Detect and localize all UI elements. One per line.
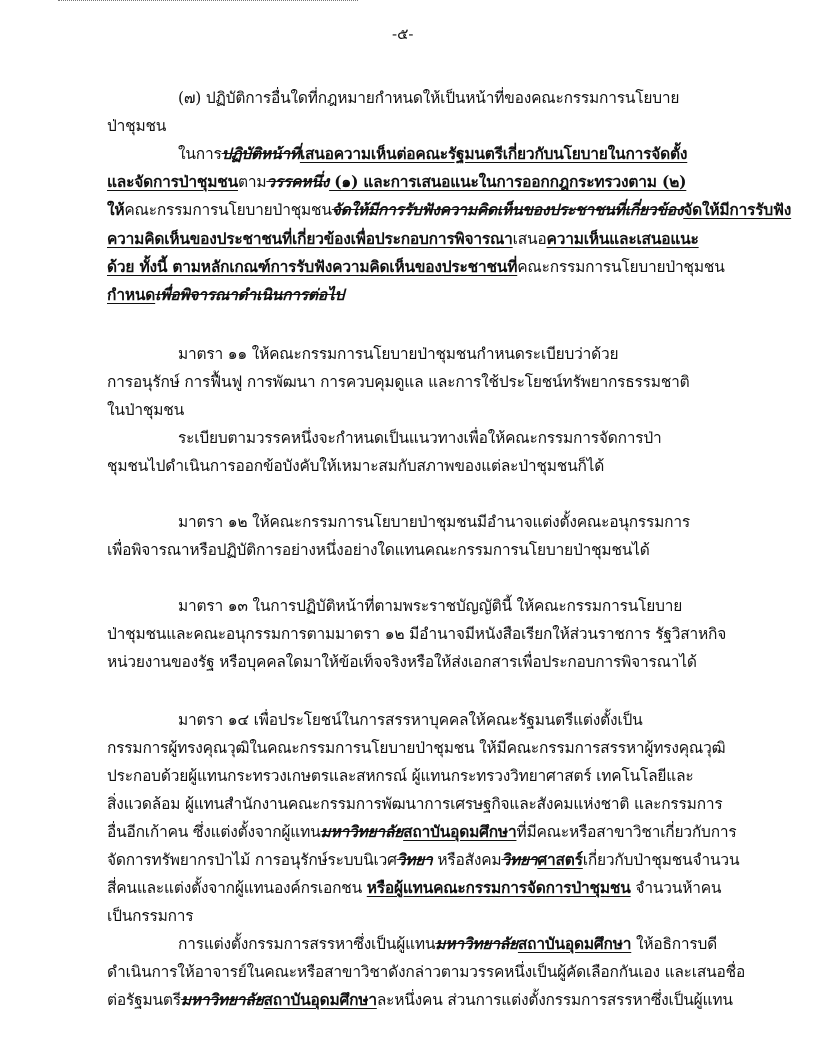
text-run: ในการ	[178, 145, 222, 163]
inserted-text: หรือผู้แทนคณะกรรมการจัดการป่าชุมชน	[366, 878, 631, 897]
inserted-text: เสนอความเห็นต่อคณะรัฐมนตรีเกี่ยวกับนโยบายในการจัดตั้ง	[299, 144, 688, 163]
text-line: หน่วยงานของรัฐ หรือบุคคลใดมาให้ข้อเท็จจริงหรือให้ส่งเอกสารเพื่อประกอบการพิจารณาได้	[107, 653, 697, 671]
text-line: สิ่งแวดล้อม ผู้แทนสำนักงานคณะกรรมการพัฒนาการเศรษฐกิจและสังคมแห่งชาติ และกรรมการ	[107, 795, 723, 813]
section-13: มาตรา ๑๓ ในการปฏิบัติหน้าที่ตามพระราชบัญญัตินี้ ให้คณะกรรมการนโยบาย	[178, 597, 683, 615]
text-line	[107, 850, 739, 870]
text-line	[178, 144, 687, 164]
text-line: ป่าชุมชนและคณะอนุกรรมการตามมาตรา ๑๒ มีอำนาจมีหนังสือเรียกให้ส่วนราชการ รัฐวิสาหกิจ	[107, 625, 727, 643]
text-run: ให้อธิการบดี	[631, 935, 718, 953]
text-run: จำนวนห้าคน	[630, 879, 722, 897]
text-line	[107, 172, 686, 192]
text-line	[107, 229, 699, 249]
text-line: ป่าชุมชน	[107, 117, 167, 135]
inserted-text: สถาบันอุดมศึกษา	[263, 990, 377, 1009]
text-run: สี่คนและแต่งตั้งจากผู้แทนองค์กรเอกชน	[107, 879, 367, 897]
inserted-text: จัดให้มีการรับฟัง	[683, 200, 792, 219]
text-line: เพื่อพิจารณาหรือปฏิบัติการอย่างหนึ่งอย่างใดแทนคณะกรรมการนโยบายป่าชุมชนได้	[107, 541, 650, 559]
inserted-text: สถาบันอุดมศึกษา	[517, 934, 632, 953]
inserted-text: ความคิดเห็นของประชาชนที่เกี่ยวข้องเพื่อประกอบการพิจารณา	[107, 229, 513, 248]
text-line: เป็นกรรมการ	[107, 907, 194, 925]
inserted-text: (๑) และการเสนอแนะในการออกกฎกระทรวงตาม (๒)	[329, 172, 687, 191]
struck-text: ปฏิบัติหน้าที่	[221, 144, 300, 163]
section-11: มาตรา ๑๑ ให้คณะกรรมการนโยบายป่าชุมชนกำหนดระเบียบว่าด้วย	[178, 345, 619, 363]
text-run: ให้	[107, 200, 125, 219]
text-line: ชุมชนไปดำเนินการออกข้อบังคับให้เหมาะสมกับสภาพของแต่ละป่าชุมชนก็ได้	[107, 457, 605, 475]
struck-text: จัดให้มีการรับฟังความคิดเห็นของประชาชนที่เกี่ยวข้อง	[331, 200, 684, 219]
text-run: คณะกรรมการนโยบายป่าชุมชน	[517, 258, 725, 276]
inserted-text: และจัดการป่าชุมชน	[107, 172, 238, 191]
struck-text: วิทยา	[501, 850, 538, 869]
text-run: ที่มีคณะหรือสาขาวิชาเกี่ยวกับการ	[516, 823, 737, 841]
text-line	[178, 934, 717, 954]
struck-text: วรรคหนึ่ง	[266, 172, 330, 191]
inserted-text: ศาสตร์	[537, 850, 583, 869]
text-run: เสนอ	[512, 230, 547, 248]
top-edge-line	[58, 0, 358, 1]
text-run: คณะกรรมการนโยบายป่าชุมชน	[124, 201, 332, 219]
text-line	[107, 878, 721, 898]
text-run: จัดการทรัพยากรป่าไม้ การอนุรักษ์ระบบนิเวศ	[107, 851, 397, 869]
inserted-text: ความเห็นและเสนอแนะ	[546, 229, 699, 248]
text-line: ในป่าชุมชน	[107, 401, 184, 419]
text-run: ละหนึ่งคน ส่วนการแต่งตั้งกรรมการสรรหาซึ่งเป็นผู้แทน	[376, 991, 733, 1009]
text-line: ดำเนินการให้อาจารย์ในคณะหรือสาขาวิชาดังกล่าวตามวรรคหนึ่งเป็นผู้คัดเลือกกันเอง และเสนอชื่อ	[107, 963, 746, 981]
struck-text: มหาวิทยาลัย	[435, 934, 518, 953]
struck-text: มหาวิทยาลัย	[320, 822, 404, 841]
struck-text: วิทยา	[396, 850, 433, 869]
text-line: กรรมการผู้ทรงคุณวุฒิในคณะกรรมการนโยบายป่าชุมชน ให้มีคณะกรรมการสรรหาผู้ทรงคุณวุฒิ	[107, 739, 726, 757]
section-12: มาตรา ๑๒ ให้คณะกรรมการนโยบายป่าชุมชนมีอำนาจแต่งตั้งคณะอนุกรรมการ	[178, 513, 690, 531]
text-line: (๗) ปฏิบัติการอื่นใดที่กฎหมายกำหนดให้เป็นหน้าที่ของคณะกรรมการนโยบาย	[178, 89, 680, 107]
inserted-text: สถาบันอุดมศึกษา	[403, 822, 517, 841]
text-line: ระเบียบตามวรรคหนึ่งจะกำหนดเป็นแนวทางเพื่อให้คณะกรรมการจัดการป่า	[178, 429, 662, 447]
section-14: มาตรา ๑๔ เพื่อประโยชน์ในการสรรหาบุคคลให้คณะรัฐมนตรีแต่งตั้งเป็น	[178, 711, 643, 729]
page-number: -๕-	[392, 25, 414, 43]
text-line	[107, 822, 737, 842]
text-line	[107, 257, 725, 277]
text-line	[107, 990, 733, 1010]
struck-text: มหาวิทยาลัย	[180, 990, 264, 1009]
inserted-text: ด้วย ทั้งนี้ ตามหลักเกณฑ์การรับฟังความคิดเห็นของประชาชนที่	[107, 257, 518, 276]
text-run: ต่อรัฐมนตรี	[107, 991, 181, 1009]
inserted-text: กำหนด	[107, 285, 156, 304]
struck-text: เพื่อพิจารณาดำเนินการต่อไป	[155, 285, 345, 304]
text-run: เกี่ยวกับป่าชุมชนจำนวน	[582, 851, 740, 869]
text-line: การอนุรักษ์ การฟื้นฟู การพัฒนา การควบคุมดูแล และการใช้ประโยชน์ทรัพยากรธรรมชาติ	[107, 373, 690, 391]
text-line: ประกอบด้วยผู้แทนกระทรวงเกษตรและสหกรณ์ ผู้แทนกระทรวงวิทยาศาสตร์ เทคโนโลยีและ	[107, 767, 694, 785]
text-run: หรือสังคม	[432, 851, 502, 869]
text-run: ตาม	[237, 173, 267, 191]
text-line	[107, 200, 791, 220]
text-run: การแต่งตั้งกรรมการสรรหาซึ่งเป็นผู้แทน	[178, 935, 436, 953]
text-line	[107, 285, 344, 305]
text-run: อื่นอีกเก้าคน ซึ่งแต่งตั้งจากผู้แทน	[107, 823, 321, 841]
